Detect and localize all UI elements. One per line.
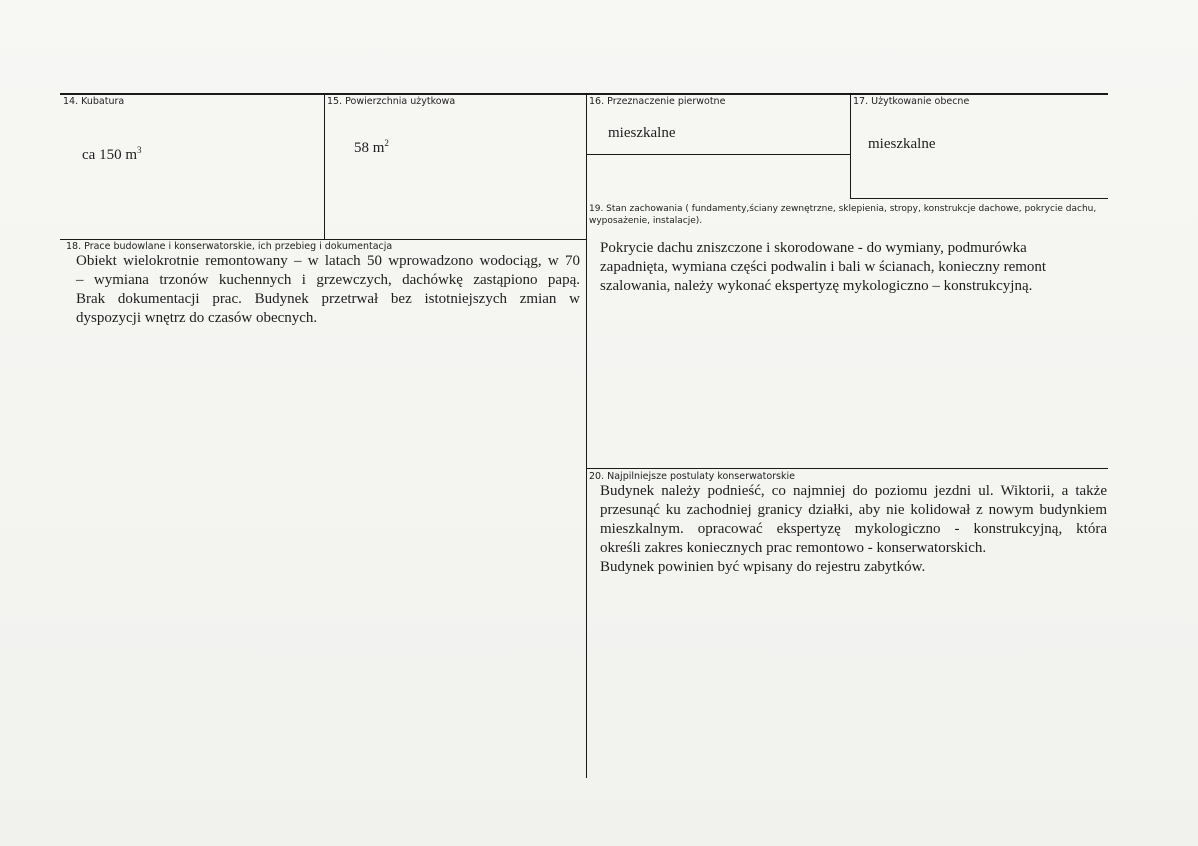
przeznaczenie-label: 16. Przeznaczenie pierwotne: [589, 96, 726, 107]
kubatura-value: [82, 145, 141, 164]
kubatura-unit-exponent: 3: [136, 145, 142, 155]
postulaty-line: przesunąć ku zachodniej granicy działki, aby nie kolidował z nowym budynkiem: [600, 502, 1107, 518]
prace-line: – wymiana trzonów kuchennych i grzewczych, dachówkę zastąpiono papą.: [76, 272, 580, 288]
stan-label-line1: 19. Stan zachowania ( fundamenty,ściany zewnętrzne, sklepienia, stropy, konstrukcje dachowe, pokrycie dachu,: [589, 204, 1097, 214]
rule-17-bottom: [850, 198, 1108, 199]
divider-16-17: [850, 93, 851, 199]
divider-14-15: [324, 93, 325, 239]
postulaty-label: 20. Najpilniejsze postulaty konserwatorskie: [589, 471, 795, 482]
postulaty-line: mieszkalnym. opracować ekspertyzę mykologiczno - konstrukcyjną, która: [600, 521, 1107, 537]
stan-line: zapadnięta, wymiana części podwalin i bali w ścianach, konieczny remont: [600, 259, 1047, 275]
kubatura-label: 14. Kubatura: [63, 96, 125, 107]
stan-zachowania-label: [589, 203, 1105, 227]
przeznaczenie-value: mieszkalne: [608, 125, 676, 141]
rule-19-bottom: [586, 468, 1108, 469]
stan-label-line2: wyposażenie, instalacje).: [589, 216, 703, 226]
uzytkowanie-label: 17. Użytkowanie obecne: [853, 96, 970, 107]
prace-line: Obiekt wielokrotnie remontowany – w latach 50 wprowadzono wodociąg, w 70: [76, 253, 580, 269]
postulaty-line: Budynek należy podnieść, co najmniej do poziomu jezdni ul. Wiktorii, a także: [600, 483, 1107, 499]
powierzchnia-unit-exponent: 2: [384, 138, 389, 148]
prace-text: [76, 252, 580, 328]
rule-18-top: [60, 239, 587, 240]
rule-16-bottom: [586, 154, 850, 155]
kubatura-number: ca 150 m: [82, 147, 137, 163]
prace-line: dyspozycji wnętrz do czasów obecnych.: [76, 310, 318, 326]
powierzchnia-label: 15. Powierzchnia użytkowa: [327, 96, 456, 107]
prace-line: Brak dokumentacji prac. Budynek przetrwał bez istotniejszych zmian w: [76, 291, 580, 307]
top-rule: [60, 93, 1108, 95]
powierzchnia-number: 58 m: [354, 140, 385, 156]
stan-line: szalowania, należy wykonać ekspertyzę mykologiczno – konstrukcyjną.: [600, 278, 1033, 294]
powierzchnia-value: [354, 138, 389, 157]
postulaty-line: Budynek powinien być wpisany do rejestru zabytków.: [600, 559, 926, 575]
stan-zachowania-text: [600, 239, 1100, 296]
uzytkowanie-value: mieszkalne: [868, 136, 936, 152]
postulaty-text: [600, 482, 1107, 577]
postulaty-line: określi zakres koniecznych prac remontowo - konserwatorskich.: [600, 540, 987, 556]
prace-label: 18. Prace budowlane i konserwatorskie, ich przebieg i dokumentacja: [66, 241, 393, 252]
main-divider: [586, 93, 587, 778]
stan-line: Pokrycie dachu zniszczone i skorodowane - do wymiany, podmurówka: [600, 240, 1027, 256]
